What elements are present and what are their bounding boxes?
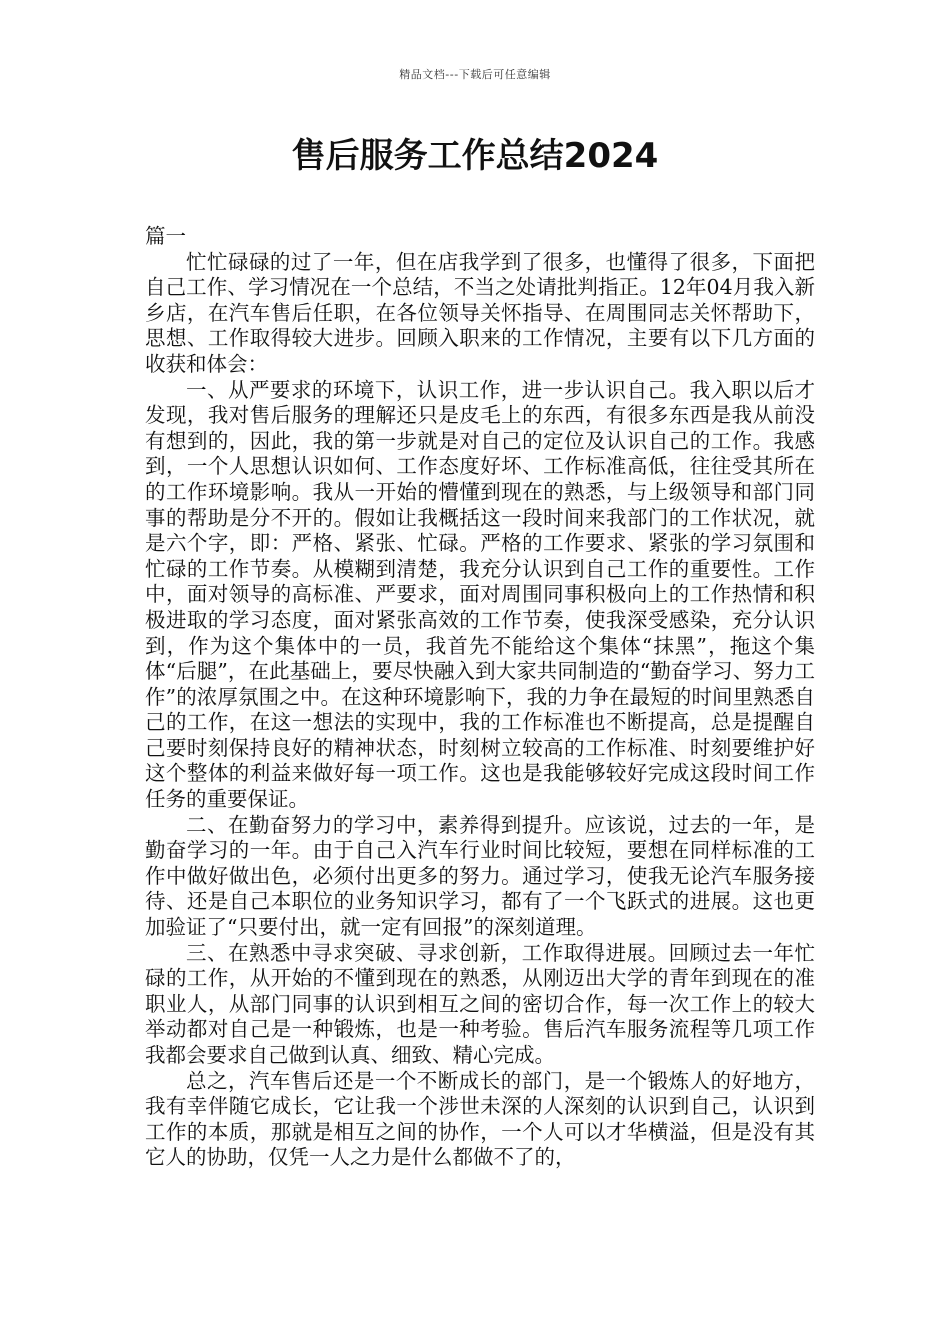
paragraph-intro: 忙忙碌碌的过了一年，但在店我学到了很多，也懂得了很多，下面把自己工作、学习情况在一个总结，不当之处请批判指正。12年04月我入新乡店，在汽车售后任职，在各位领导关怀指导、在周围同志关怀帮助下，思想、工作取得较大进步。回顾入职来的工作情况，主要有以下几方面的收获和体会： (145, 249, 815, 376)
paragraph-point-three: 三、在熟悉中寻求突破、寻求创新，工作取得进展。回顾过去一年忙碌的工作，从开始的不懂到现在的熟悉，从刚迈出大学的青年到现在的准职业人，从部门同事的认识到相互之间的密切合作，每一次工作上的较大举动都对自己是一种锻炼，也是一种考验。售后汽车服务流程等几项工作我都会要求自己做到认真、细致、精心完成。 (145, 940, 815, 1067)
paragraph-summary: 总之，汽车售后还是一个不断成长的部门，是一个锻炼人的好地方，我有幸伴随它成长，它让我一个涉世未深的人深刻的认识到自己，认识到工作的本质，那就是相互之间的协作，一个人可以才华横溢，但是没有其它人的协助，仅凭一人之力是什么都做不了的， (145, 1068, 815, 1170)
header-note: 精品文档---下载后可任意编辑 (399, 68, 551, 81)
document-body (145, 224, 815, 1171)
section-label: 篇一 (145, 224, 186, 248)
paragraph-point-two: 二、在勤奋努力的学习中，素养得到提升。应该说，过去的一年，是勤奋学习的一年。由于自己入汽车行业时间比较短，要想在同样标准的工作中做好做出色，必须付出更多的努力。通过学习，使我无论汽车服务接待、还是自己本职位的业务知识学习，都有了一个飞跃式的进展。这也更加验证了“只要付出，就一定有回报”的深刻道理。 (145, 812, 815, 940)
document-title: 售后服务工作总结2024 (291, 136, 659, 176)
paragraph-point-one: 一、从严要求的环境下，认识工作，进一步认识自己。我入职以后才发现，我对售后服务的理解还只是皮毛上的东西，有很多东西是我从前没有想到的，因此，我的第一步就是对自己的定位及认识自己的工作。我感到，一个人思想认识如何、工作态度好坏、工作标准高低，往往受其所在的工作环境影响。我从一开始的懵懂到现在的熟悉，与上级领导和部门同事的帮助是分不开的。假如让我概括这一段时间来我部门的工作状况，就是六个字，即：严格、紧张、忙碌。严格的工作要求、紧张的学习氛围和忙碌的工作节奏。从模糊到清楚，我充分认识到自己工作的重要性。工作中，面对领导的高标准、严要求，面对周围同事积极向上的工作热情和积极进取的学习态度，面对紧张高效的工作节奏，使我深受感染，充分认识到，作为这个集体中的一员，我首先不能给这个集体“抹黑”，拖这个集体“后腿”，在此基础上，要尽快融入到大家共同制造的“勤奋学习、努力工作”的浓厚氛围之中。在这种环境影响下，我的力争在最短的时间里熟悉自己的工作，在这一想法的实现中，我的工作标准也不断提高，总是提醒自己要时刻保持良好的精神状态，时刻树立较高的工作标准、时刻要维护好这个整体的利益来做好每一项工作。这也是我能够较好完成这段时间工作任务的重要保证。 (145, 377, 815, 812)
